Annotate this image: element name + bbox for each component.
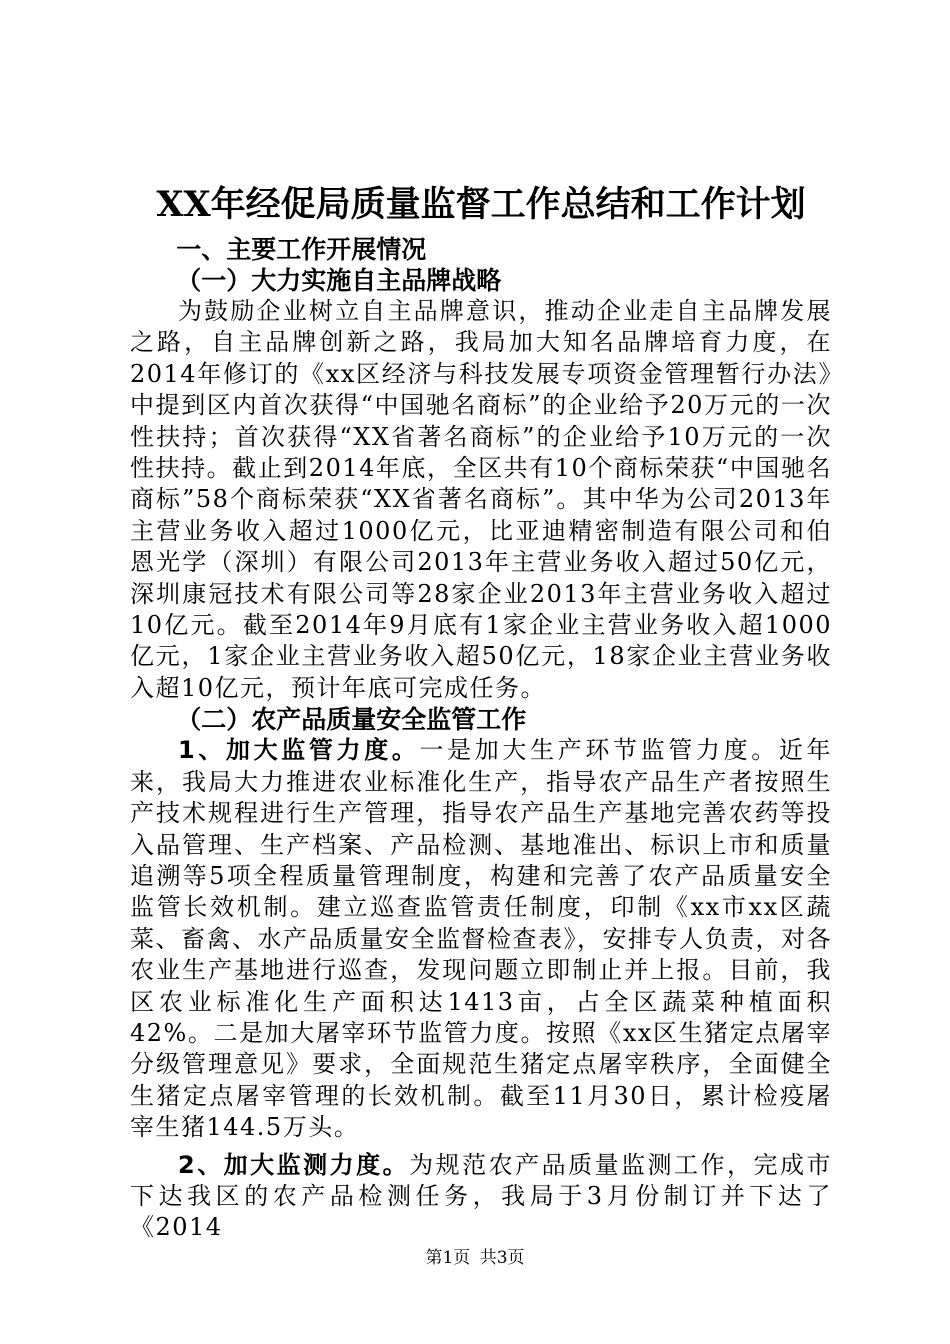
paragraph-supervision bbox=[130, 735, 832, 1143]
paragraph-brand-strategy: 为鼓励企业树立自主品牌意识，推动企业走自主品牌发展之路，自主品牌创新之路，我局加大知名品牌培育力度，在2014年修订的《xx区经济与科技发展专项资金管理暂行办法》中提到区内首次获得“中国驰名商标”的企业给予20万元的一次性扶持；首次获得“XX省著名商标”的企业给予10万元的一次性扶持。截止到2014年底，全区共有10个商标荣获“中国驰名商标”58个商标荣获“XX省著名商标”。其中华为公司2013年主营业务收入超过1000亿元，比亚迪精密制造有限公司和伯恩光学（深圳）有限公司2013年主营业务收入超过50亿元，深圳康冠技术有限公司等28家企业2013年主营业务收入超过10亿元。截至2014年9月底有1家企业主营业务收入超1000亿元，1家企业主营业务收入超50亿元，18家企业主营业务收入超10亿元，预计年底可完成任务。 bbox=[130, 297, 832, 702]
paragraph-monitoring bbox=[130, 1150, 832, 1244]
paragraph-body-supervision: 一是加大生产环节监管力度。近年来，我局大力推进农业标准化生产，指导农产品生产者按照生产技术规程进行生产管理，指导农产品生产基地完善农药等投入品管理、生产档案、产品检测、基地准出、标识上市和质量追溯等5项全程质量管理制度，构建和完善了农产品质量安全监管长效机制。建立巡查监管责任制度，印制《xx市xx区蔬菜、畜禽、水产品质量安全监督检查表》，安排专人负责，对各农业生产基地进行巡查，发现问题立即制止并上报。目前，我区农业标准化生产面积达1413亩，占全区蔬菜种植面积42%。二是加大屠宰环节监管力度。按照《xx区生猪定点屠宰分级管理意见》要求，全面规范生猪定点屠宰秩序，全面健全生猪定点屠宰管理的长效机制。截至11月30日，累计检疫屠宰生猪144.5万头。 bbox=[130, 736, 833, 1142]
paragraph-body-monitoring: 为规范农产品质量监测工作，完成市下达我区的农产品检测任务，我局于3月份制订并下达了《2014 bbox=[130, 1150, 832, 1242]
document-page bbox=[130, 180, 832, 1244]
document-title: XX年经促局质量监督工作总结和工作计划 bbox=[156, 184, 806, 225]
page-footer bbox=[0, 1243, 950, 1268]
paragraph-lead-monitoring: 2、加大监测力度。 bbox=[178, 1150, 410, 1179]
paragraph-lead-supervision: 1、加大监管力度。 bbox=[178, 736, 420, 765]
page-total: 共3页 bbox=[479, 1248, 525, 1268]
subheading-agri-safety: （二）农产品质量安全监管工作 bbox=[176, 705, 527, 735]
page-number: 第1页 bbox=[425, 1248, 471, 1268]
subheading-brand-strategy: （一）大力实施自主品牌战略 bbox=[176, 266, 502, 295]
section-heading-main-work: 一、主要工作开展情况 bbox=[176, 235, 427, 264]
